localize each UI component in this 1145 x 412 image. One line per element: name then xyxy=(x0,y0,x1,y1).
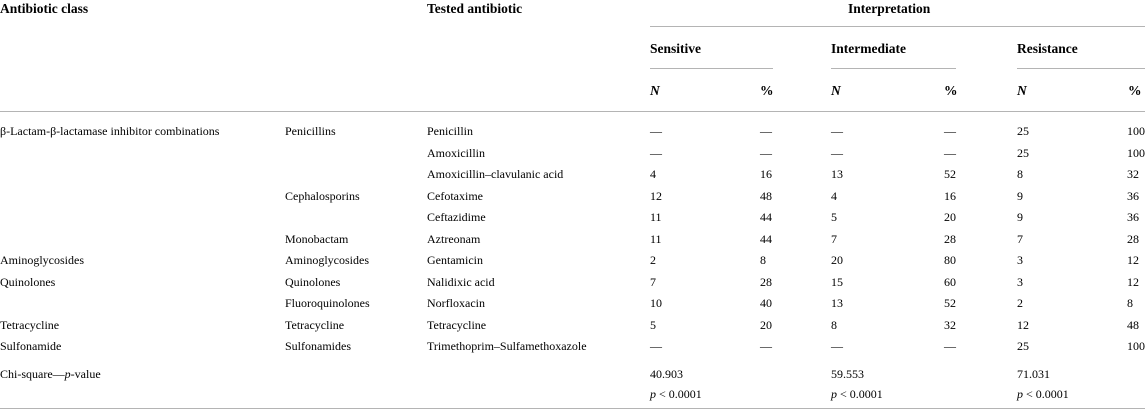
cell-subclass: Aminoglycosides xyxy=(285,253,369,267)
bottom-rule xyxy=(0,408,1145,409)
cell-sensitive-pct: 28 xyxy=(760,275,772,289)
header-interpretation: Interpretation xyxy=(848,1,931,16)
cell-tested-antibiotic: Cefotaxime xyxy=(427,189,483,203)
cell-tested-antibiotic: Norfloxacin xyxy=(427,296,485,310)
cell-intermediate-pct: 52 xyxy=(944,167,956,181)
cell-sensitive-n: 11 xyxy=(650,232,662,246)
cell-sensitive-n: 7 xyxy=(650,275,656,289)
cell-sensitive-n: — xyxy=(650,339,662,353)
cell-intermediate-n: — xyxy=(831,339,843,353)
chi-resistance: 71.031 xyxy=(1017,367,1050,381)
cell-resistance-n: 2 xyxy=(1017,296,1023,310)
cell-tested-antibiotic: Tetracycline xyxy=(427,318,487,332)
header-intermediate-n: N xyxy=(831,83,841,98)
chi-label-suffix: -value xyxy=(70,367,101,381)
cell-antibiotic-class: β-Lactam-β-lactamase inhibitor combinations xyxy=(0,124,220,138)
header-resistance-n: N xyxy=(1017,83,1027,98)
cell-intermediate-n: — xyxy=(831,124,843,138)
header-intermediate: Intermediate xyxy=(831,41,906,56)
cell-tested-antibiotic: Penicillin xyxy=(427,124,473,138)
cell-resistance-pct: 100 xyxy=(1127,146,1145,160)
cell-resistance-n: 9 xyxy=(1017,189,1023,203)
cell-resistance-pct: 28 xyxy=(1127,232,1139,246)
cell-tested-antibiotic: Gentamicin xyxy=(427,253,483,267)
cell-resistance-n: 25 xyxy=(1017,124,1029,138)
header-resistance: Resistance xyxy=(1017,41,1078,56)
cell-intermediate-n: 15 xyxy=(831,275,843,289)
cell-intermediate-pct: 80 xyxy=(944,253,956,267)
cell-subclass: Penicillins xyxy=(285,124,336,138)
cell-tested-antibiotic: Aztreonam xyxy=(427,232,481,246)
cell-intermediate-n: 5 xyxy=(831,210,837,224)
header-sensitive-n: N xyxy=(650,83,660,98)
cell-resistance-pct: 8 xyxy=(1127,296,1133,310)
p-value-resistance xyxy=(1017,386,1069,402)
cell-resistance-n: 12 xyxy=(1017,318,1029,332)
cell-intermediate-n: 13 xyxy=(831,296,843,310)
cell-sensitive-n: 4 xyxy=(650,167,656,181)
cell-resistance-pct: 36 xyxy=(1127,210,1139,224)
cell-sensitive-pct: 44 xyxy=(760,210,772,224)
cell-resistance-n: 25 xyxy=(1017,339,1029,353)
cell-intermediate-pct: 16 xyxy=(944,189,956,203)
cell-intermediate-n: 4 xyxy=(831,189,837,203)
chi-label-p: p xyxy=(64,367,71,381)
cell-intermediate-pct: 60 xyxy=(944,275,956,289)
cell-subclass: Tetracycline xyxy=(285,318,345,332)
cell-intermediate-pct: 20 xyxy=(944,210,956,224)
cell-subclass: Cephalosporins xyxy=(285,189,360,203)
interpretation-rule xyxy=(650,26,1145,27)
chi-square-label xyxy=(0,366,101,382)
cell-sensitive-n: — xyxy=(650,124,662,138)
cell-tested-antibiotic: Amoxicillin xyxy=(427,146,485,160)
cell-resistance-n: 9 xyxy=(1017,210,1023,224)
header-intermediate-pct: % xyxy=(944,83,958,98)
cell-resistance-n: 7 xyxy=(1017,232,1023,246)
header-resistance-pct: % xyxy=(1128,83,1142,98)
cell-intermediate-pct: 52 xyxy=(944,296,956,310)
cell-tested-antibiotic: Amoxicillin–clavulanic acid xyxy=(427,167,564,181)
p-text: < 0.0001 xyxy=(1023,387,1069,401)
cell-intermediate-pct: — xyxy=(944,124,956,138)
chi-intermediate: 59.553 xyxy=(831,367,864,381)
cell-intermediate-n: 20 xyxy=(831,253,843,267)
header-antibiotic-class: Antibiotic class xyxy=(0,1,89,16)
cell-sensitive-n: 11 xyxy=(650,210,662,224)
cell-antibiotic-class: Tetracycline xyxy=(0,318,60,332)
cell-antibiotic-class: Aminoglycosides xyxy=(0,253,84,267)
cell-resistance-pct: 12 xyxy=(1127,253,1139,267)
cell-subclass: Sulfonamides xyxy=(285,339,351,353)
resistance-rule xyxy=(1017,68,1145,69)
chi-label-prefix: Chi-square— xyxy=(0,367,65,381)
cell-sensitive-n: 10 xyxy=(650,296,662,310)
cell-resistance-n: 3 xyxy=(1017,253,1023,267)
cell-sensitive-pct: — xyxy=(760,339,772,353)
cell-resistance-n: 3 xyxy=(1017,275,1023,289)
cell-antibiotic-class: Quinolones xyxy=(0,275,56,289)
cell-subclass: Monobactam xyxy=(285,232,349,246)
cell-sensitive-pct: — xyxy=(760,146,772,160)
chi-sensitive: 40.903 xyxy=(650,367,683,381)
cell-intermediate-pct: — xyxy=(944,339,956,353)
p-letter: p xyxy=(1017,387,1023,401)
intermediate-rule xyxy=(831,68,956,69)
cell-resistance-n: 8 xyxy=(1017,167,1023,181)
cell-sensitive-n: 12 xyxy=(650,189,662,203)
p-letter: p xyxy=(831,387,837,401)
header-rule xyxy=(0,111,1145,112)
header-tested-antibiotic: Tested antibiotic xyxy=(427,1,523,16)
cell-tested-antibiotic: Trimethoprim–Sulfamethoxazole xyxy=(427,339,587,353)
cell-sensitive-n: 5 xyxy=(650,318,656,332)
cell-tested-antibiotic: Ceftazidime xyxy=(427,210,486,224)
cell-resistance-pct: 32 xyxy=(1127,167,1139,181)
cell-sensitive-pct: 44 xyxy=(760,232,772,246)
cell-intermediate-n: 7 xyxy=(831,232,837,246)
p-text: < 0.0001 xyxy=(837,387,883,401)
cell-intermediate-n: 8 xyxy=(831,318,837,332)
cell-sensitive-pct: 40 xyxy=(760,296,772,310)
p-text: < 0.0001 xyxy=(656,387,702,401)
cell-sensitive-pct: 8 xyxy=(760,253,766,267)
cell-intermediate-n: 13 xyxy=(831,167,843,181)
cell-sensitive-pct: 16 xyxy=(760,167,772,181)
sensitive-rule xyxy=(650,68,773,69)
cell-resistance-pct: 48 xyxy=(1127,318,1139,332)
cell-sensitive-pct: 48 xyxy=(760,189,772,203)
cell-subclass: Quinolones xyxy=(285,275,341,289)
cell-resistance-pct: 36 xyxy=(1127,189,1139,203)
header-sensitive: Sensitive xyxy=(650,41,702,56)
cell-intermediate-n: — xyxy=(831,146,843,160)
cell-sensitive-n: — xyxy=(650,146,662,160)
p-value-sensitive xyxy=(650,386,702,402)
cell-sensitive-pct: — xyxy=(760,124,772,138)
cell-intermediate-pct: 28 xyxy=(944,232,956,246)
cell-sensitive-n: 2 xyxy=(650,253,656,267)
header-sensitive-pct: % xyxy=(760,83,774,98)
cell-antibiotic-class: Sulfonamide xyxy=(0,339,62,353)
cell-intermediate-pct: — xyxy=(944,146,956,160)
cell-resistance-n: 25 xyxy=(1017,146,1029,160)
cell-resistance-pct: 100 xyxy=(1127,124,1145,138)
cell-resistance-pct: 12 xyxy=(1127,275,1139,289)
p-letter: p xyxy=(650,387,656,401)
p-value-intermediate xyxy=(831,386,883,402)
cell-subclass: Fluoroquinolones xyxy=(285,296,370,310)
cell-resistance-pct: 100 xyxy=(1127,339,1145,353)
cell-tested-antibiotic: Nalidixic acid xyxy=(427,275,495,289)
cell-intermediate-pct: 32 xyxy=(944,318,956,332)
cell-sensitive-pct: 20 xyxy=(760,318,772,332)
